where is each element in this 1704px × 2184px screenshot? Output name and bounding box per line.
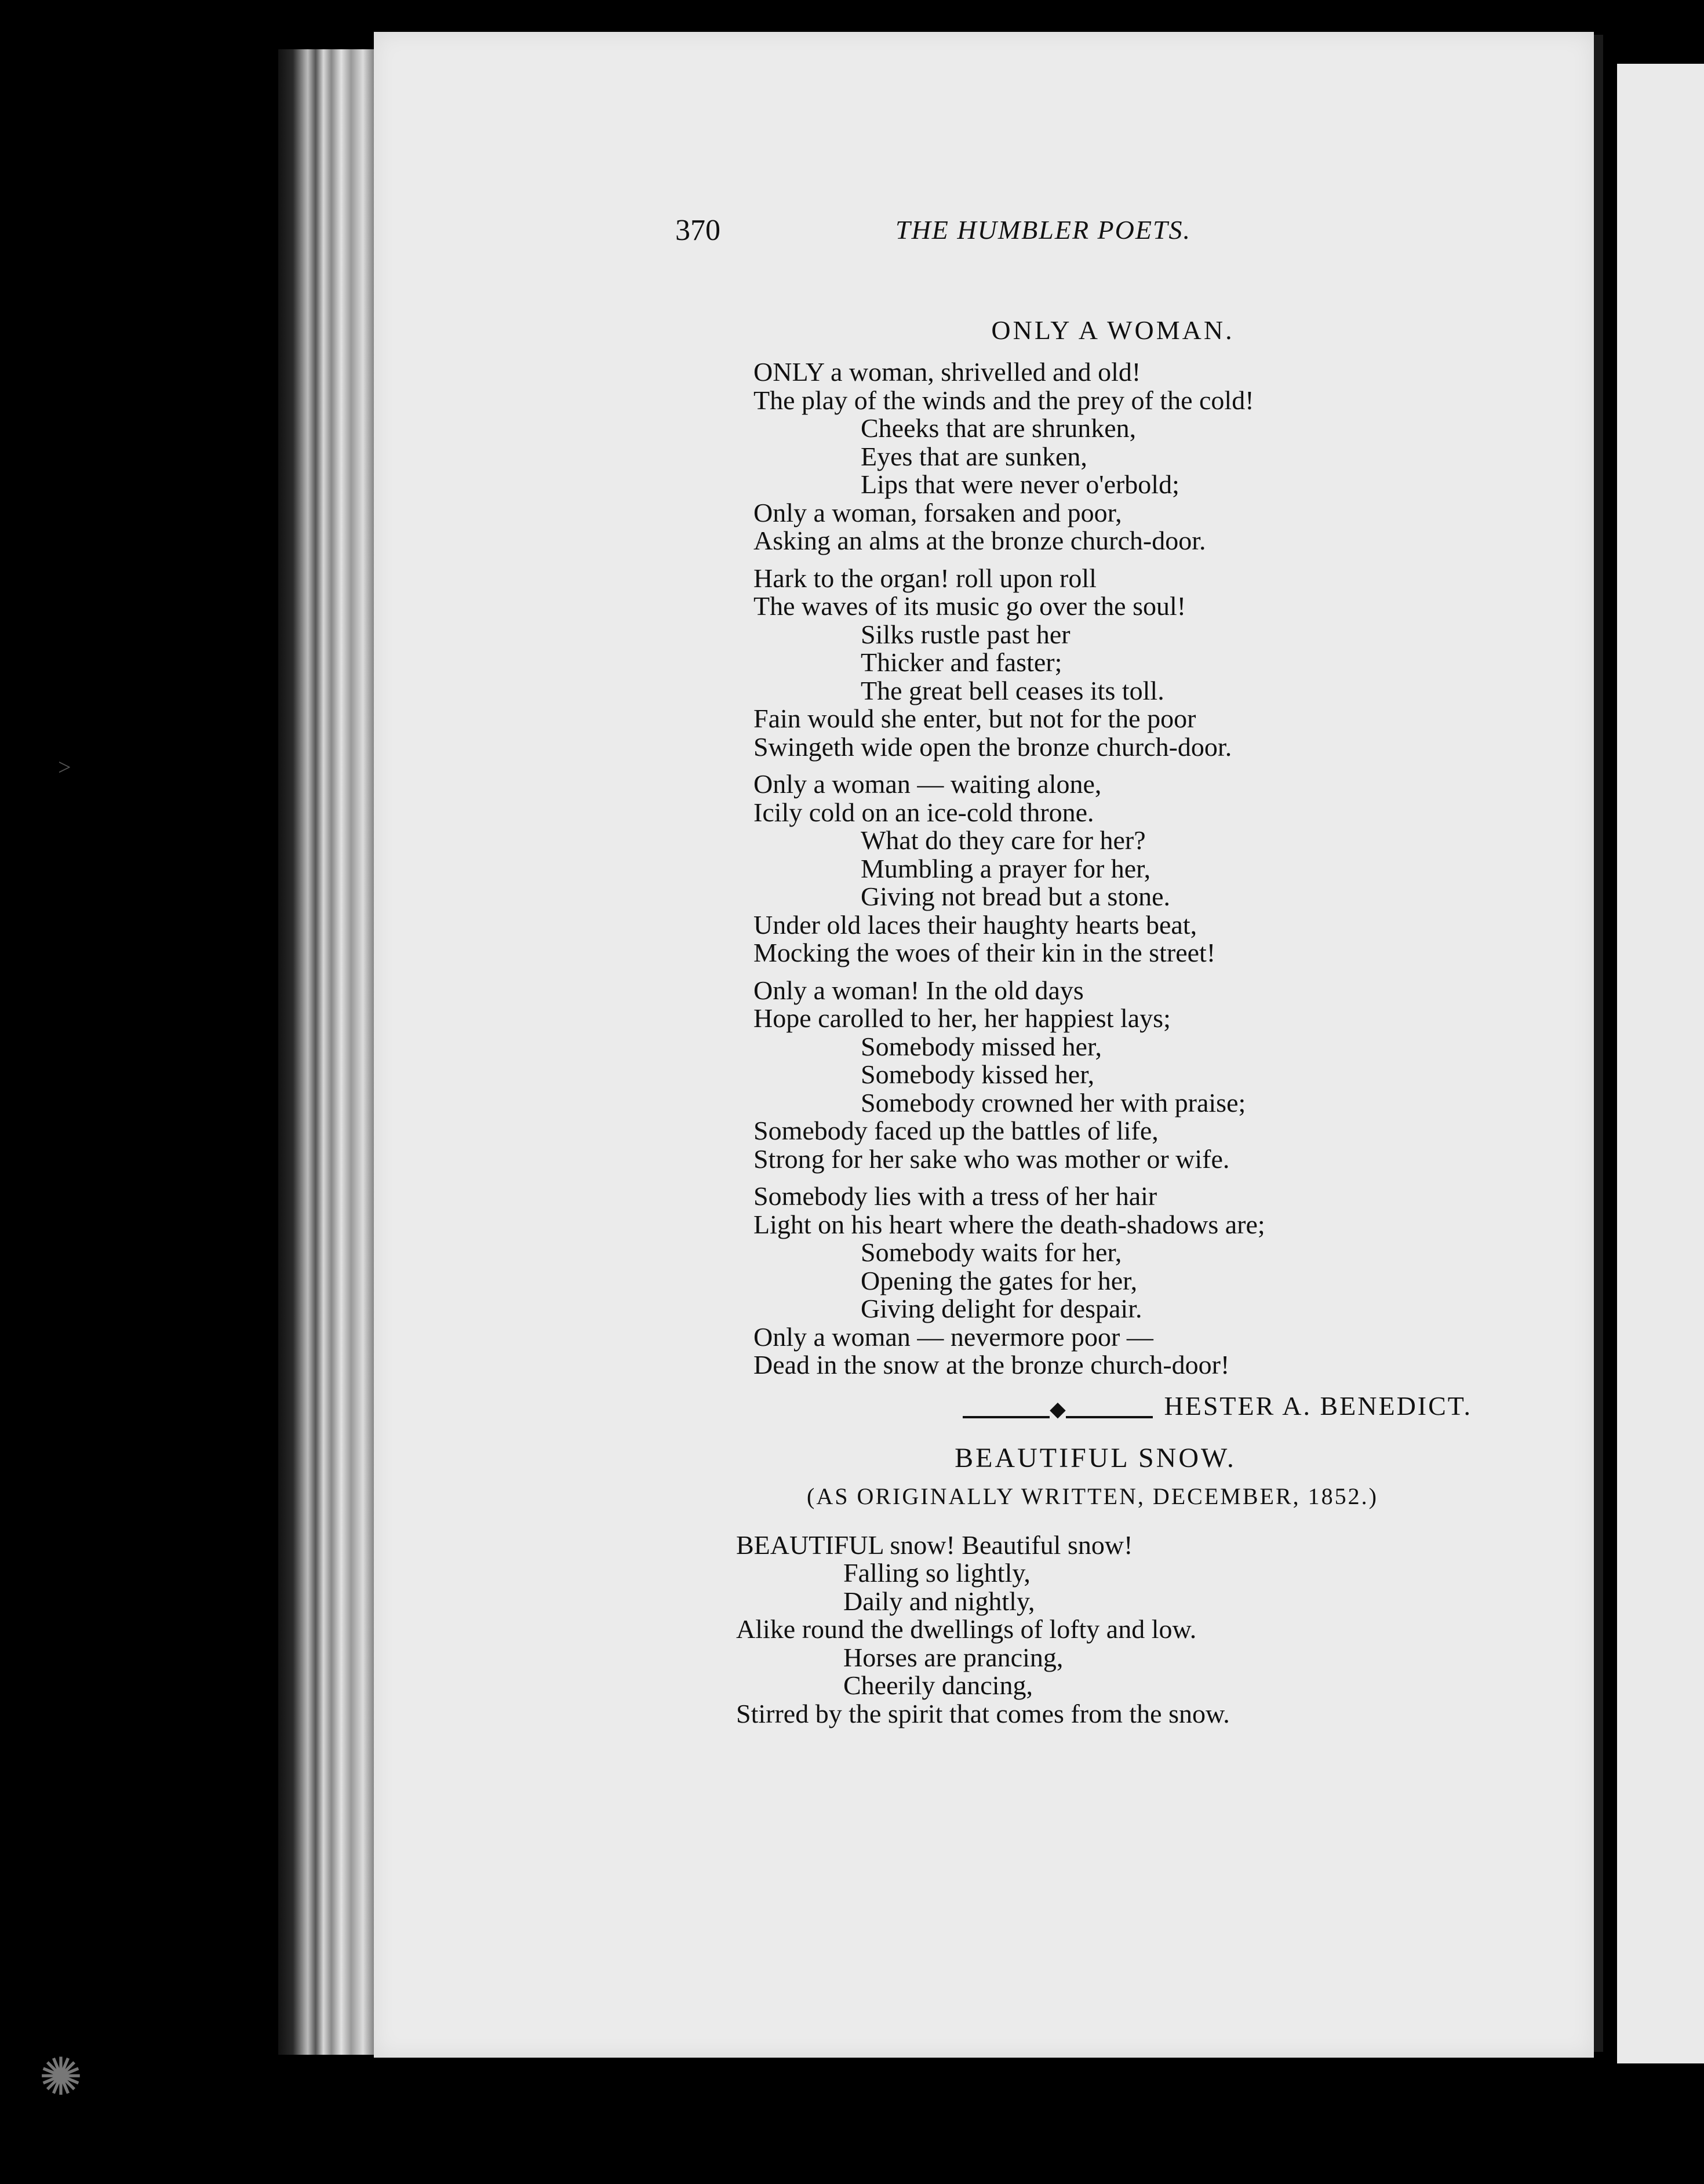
poem-line: Falling so lightly,: [843, 1558, 1031, 1588]
poem-line: Hark to the organ! roll upon roll: [753, 563, 1097, 593]
poem-line: Only a woman — waiting alone,: [753, 769, 1102, 799]
poem-line: Under old laces their haughty hearts beat,: [753, 909, 1197, 940]
poem-line: Only a woman — nevermore poor —: [753, 1322, 1153, 1352]
poem-line: Somebody crowned her with praise;: [861, 1087, 1246, 1118]
poem-line: The waves of its music go over the soul!: [753, 591, 1186, 621]
page-number: 370: [675, 214, 720, 247]
stanza: [753, 770, 1466, 967]
poem-body: [736, 1531, 1466, 1728]
poem-title: BEAUTIFUL SNOW.: [955, 1442, 1236, 1473]
book-page-edges: [278, 49, 377, 2055]
poem-line: Light on his heart where the death-shadows are;: [753, 1209, 1265, 1239]
poem-line: Strong for her sake who was mother or wife.: [753, 1144, 1230, 1174]
poem-line: Cheeks that are shrunken,: [861, 413, 1137, 443]
poem-line: Somebody kissed her,: [861, 1060, 1095, 1089]
scan-mark-icon: >: [58, 754, 71, 780]
poem-line: Asking an alms at the bronze church-door.: [753, 526, 1206, 555]
poem-line: Cheerily dancing,: [843, 1670, 1033, 1700]
poem-line: Somebody lies with a tress of her hair: [753, 1181, 1157, 1211]
poem-line: Giving not bread but a stone.: [861, 882, 1171, 911]
poem-line: The play of the winds and the prey of the cold!: [753, 385, 1254, 415]
poem-subtitle: (AS ORIGINALLY WRITTEN, DECEMBER, 1852.): [807, 1483, 1378, 1509]
running-title: THE HUMBLER POETS.: [895, 215, 1192, 245]
poem-line: Icily cold on an ice-cold throne.: [753, 797, 1094, 827]
running-header: [675, 213, 1249, 254]
poem-line: Daily and nightly,: [843, 1586, 1035, 1616]
poem-line: BEAUTIFUL snow! Beautiful snow!: [736, 1530, 1133, 1560]
poem-body: [753, 358, 1466, 1379]
poem-line: Mumbling a prayer for her,: [861, 853, 1151, 883]
poem-line: Hope carolled to her, her happiest lays;: [753, 1003, 1171, 1033]
poem-line: Mocking the woes of their kin in the street!: [753, 938, 1216, 967]
poem-line: Thicker and faster;: [861, 647, 1062, 677]
facing-page-edge: [1617, 64, 1704, 2063]
poem-line: What do they care for her?: [861, 825, 1146, 855]
poem-line: Only a woman, forsaken and poor,: [753, 497, 1122, 527]
poem-line: The great bell ceases its toll.: [861, 675, 1164, 705]
stanza: [753, 358, 1466, 555]
poem-author: HESTER A. BENEDICT.: [1164, 1391, 1472, 1421]
poem-line: Somebody faced up the battles of life,: [753, 1116, 1159, 1145]
poem-line: Somebody missed her,: [861, 1031, 1102, 1061]
poem-line: Dead in the snow at the bronze church-door!: [753, 1350, 1230, 1379]
scan-smudge-icon: ✺: [39, 2049, 83, 2106]
poem-title: ONLY A WOMAN.: [991, 315, 1235, 345]
poem-line: Eyes that are sunken,: [861, 441, 1087, 471]
page-content: [736, 313, 1472, 1728]
poem-line: Stirred by the spirit that comes from the snow.: [736, 1698, 1230, 1728]
poem-line: Giving delight for despair.: [861, 1294, 1142, 1323]
poem-line: Alike round the dwellings of lofty and low.: [736, 1614, 1197, 1644]
poem-line: Opening the gates for her,: [861, 1265, 1138, 1295]
page-gutter: [1594, 35, 1603, 2052]
poem-line: Somebody waits for her,: [861, 1237, 1122, 1267]
poem-line: Only a woman! In the old days: [753, 975, 1084, 1005]
stanza: [753, 1182, 1466, 1379]
stanza: [753, 565, 1466, 762]
poem-line: Silks rustle past her: [861, 619, 1071, 649]
poem-line: Fain would she enter, but not for the poor: [753, 704, 1196, 733]
poem-line: ONLY a woman, shrivelled and old!: [753, 357, 1141, 387]
section-divider: ◆: [649, 1400, 1466, 1441]
stanza: [753, 977, 1466, 1174]
poem-line: Lips that were never o'erbold;: [861, 469, 1179, 499]
poem-line: Swingeth wide open the bronze church-door.: [753, 731, 1232, 762]
poem-line: Horses are prancing,: [843, 1642, 1064, 1672]
